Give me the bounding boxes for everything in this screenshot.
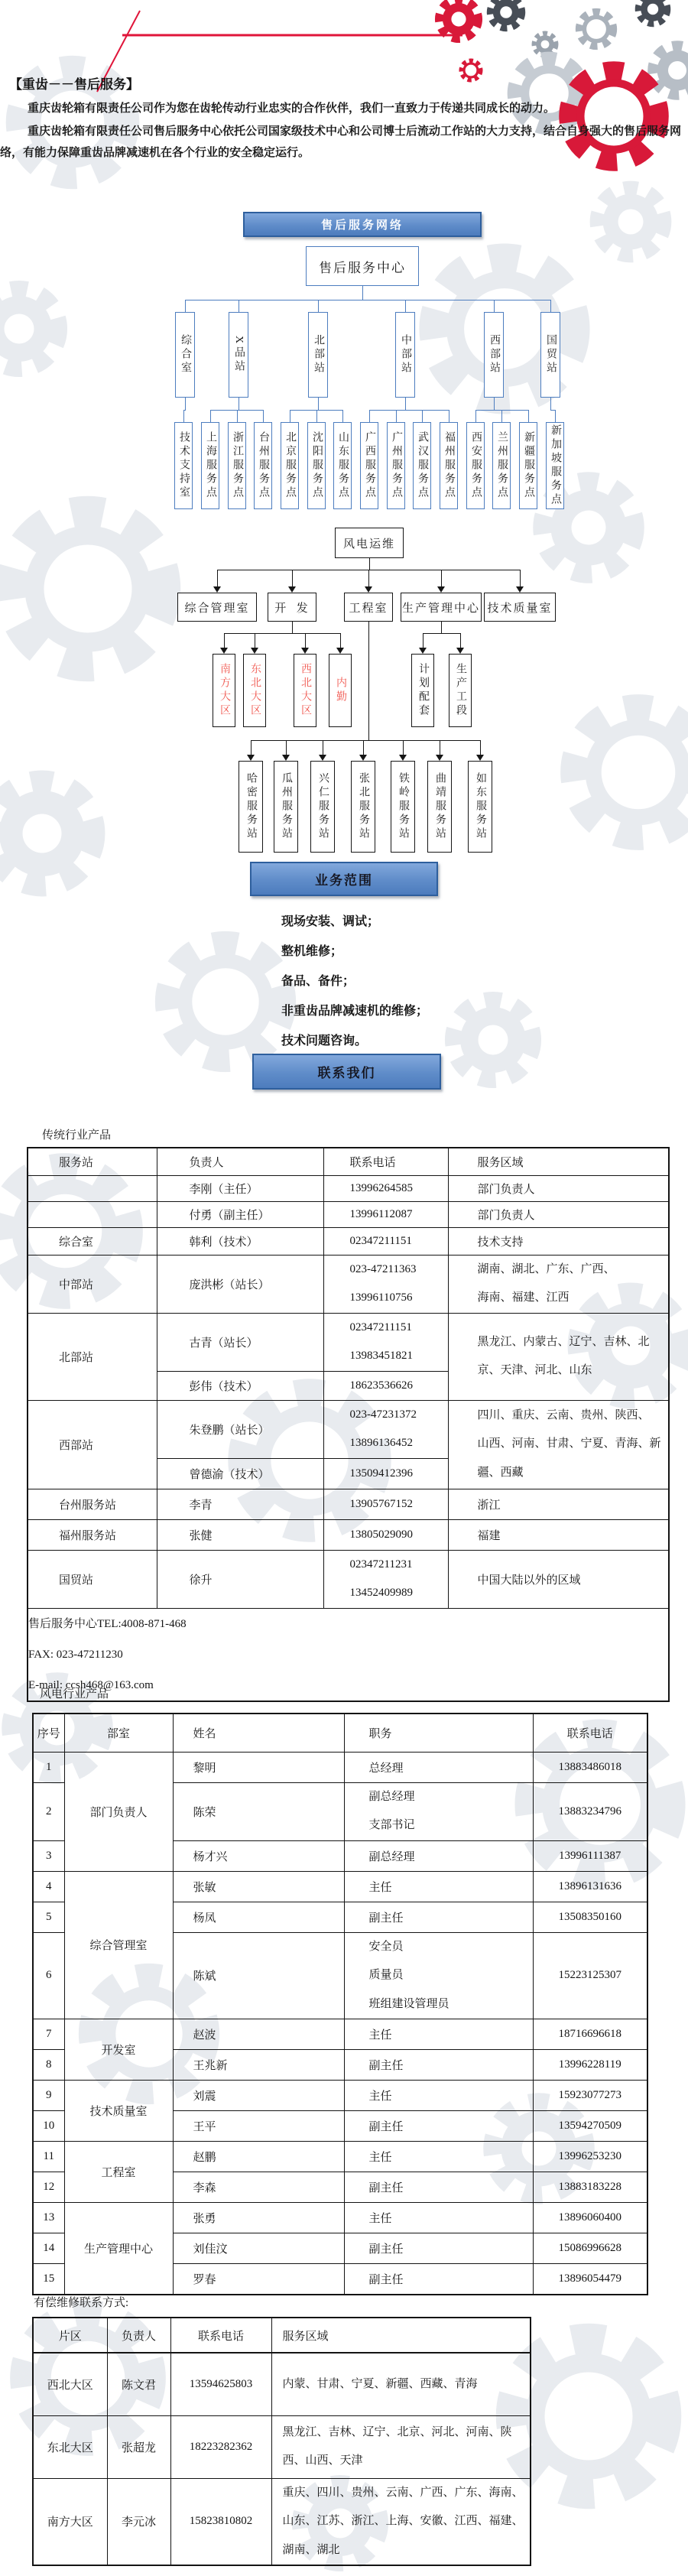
connector-line [369,558,370,570]
connector-line [368,622,369,740]
table-cell: 部门负责人 [448,1201,669,1227]
service-point-box-label: 西安服务点 [470,431,482,500]
service-station-box-label: 中部站 [400,334,411,375]
table-cell: 黎明 [173,1752,344,1782]
cell-line: 13896136452 [349,1437,413,1449]
table-cell: 杨才兴 [173,1840,344,1871]
column-header: 负责人 [107,2318,170,2353]
wind-station-box [468,761,492,853]
table-cell: 13594270509 [533,2111,647,2142]
table-cell: 杨凤 [173,1902,344,1932]
table-cell: 2 [33,1782,64,1840]
table-cell [323,1313,448,1371]
connector-line [441,570,442,587]
table-cell: 6 [33,1932,64,2019]
arrow-down-icon [365,586,372,593]
table-cell: 陈斌 [173,1932,344,2019]
service-point-box-label: 兰州服务点 [496,431,508,500]
table-cell: 主任 [344,2142,533,2172]
table-row [33,2081,647,2111]
table-cell: 13996112087 [323,1201,448,1227]
wind-department-box [268,593,316,622]
column-header: 服务站 [28,1148,157,1175]
cell-line: 四川、重庆、云南、贵州、陕西、 [477,1408,650,1421]
service-point-box-label: 福州服务点 [443,431,455,500]
table-cell: 12 [33,2172,64,2203]
table-cell: 13996253230 [533,2142,647,2172]
table-row [28,1489,669,1519]
column-header: 序号 [33,1714,64,1752]
service-point-box-label: 沈阳服务点 [311,431,323,500]
table-cell: 西部站 [28,1400,157,1489]
column-header: 服务区域 [271,2318,531,2353]
wind-department-box [344,593,393,622]
table-cell: 综合室 [28,1227,157,1255]
scope-item: 备品、备件； [281,975,355,988]
connector-line [292,570,293,587]
wind-station-box-label: 张北服务站 [358,772,369,841]
table-footer-line: FAX: 023-47211230 [28,1648,123,1661]
table-cell: 主任 [344,1871,533,1902]
table-cell: 刘佳汶 [173,2233,344,2264]
table-cell: 张勇 [173,2203,344,2233]
table-cell: 11 [33,2142,64,2172]
scope-item: 非重齿品牌减速机的维修； [281,1005,429,1018]
table-cell: 14 [33,2233,64,2264]
service-point-box-label: 台州服务点 [258,431,269,500]
service-station-box-label: 国贸站 [545,334,557,375]
table-cell: 陈荣 [173,1782,344,1840]
table-cell: 陈文君 [107,2353,170,2415]
traditional-products-heading: 传统行业产品 [42,1129,112,1142]
table-cell: 13883486018 [533,1752,647,1782]
table-cell: 福州服务站 [28,1519,157,1550]
arrow-down-icon [301,648,309,654]
service-point-box-label: 浙江服务点 [232,431,243,500]
table-cell [323,1550,448,1608]
cell-line: 023-47231372 [349,1408,417,1421]
table-cell [28,1201,157,1227]
table-cell: 技术质量室 [64,2081,173,2142]
arrow-down-icon [516,586,524,593]
service-station-box-label: 西部站 [488,334,500,375]
arrow-down-icon [476,755,484,761]
wind-department-box-label: 生产管理中心 [401,602,480,615]
table-cell: 副主任 [344,2264,533,2295]
table-row [28,1175,669,1201]
wind-station-box-label: 曲靖服务站 [434,772,446,841]
service-point-box-label: 新加坡服务点 [550,424,561,507]
table-cell: 13996264585 [323,1175,448,1201]
wind-station-box-label: 兴仁服务站 [317,772,329,841]
table-cell: 古青（站长） [157,1313,323,1371]
table-cell [448,1313,669,1400]
table-cell: 罗春 [173,2264,344,2295]
table-cell: 5 [33,1902,64,1932]
table-cell: 开发室 [64,2019,173,2081]
table-cell: 13805029090 [323,1519,448,1550]
cell-line: 副总经理 [368,1790,415,1803]
connector-line [292,622,293,633]
cell-line: 湖南、湖北 [282,2543,340,2556]
table-cell [28,1175,157,1201]
table-cell: 部门负责人 [64,1752,173,1871]
column-header: 职务 [344,1714,533,1752]
wind-products-table [32,1713,648,2295]
wind-station-box [351,761,375,853]
table-cell: 副主任 [344,2050,533,2081]
wind-production-box [411,654,434,727]
service-network-banner: 售后服务网络 [243,212,482,237]
table-cell: 13896054479 [533,2264,647,2295]
column-header: 联系电话 [323,1148,448,1175]
service-point-box-label: 技术支持室 [178,431,190,500]
wind-department-box-label: 技术质量室 [487,602,553,615]
connector-line [224,633,341,634]
column-header: 部室 [64,1714,173,1752]
column-header: 联系电话 [533,1714,647,1752]
table-row [28,1227,669,1255]
table-row [28,1400,669,1458]
cell-line: 安全员 [368,1940,404,1953]
connector-line [423,633,461,634]
service-point-box-label: 武汉服务点 [417,431,428,500]
cell-line: 山东、江苏、浙江、上海、安徽、江西、福建、 [282,2515,524,2527]
table-cell: 副主任 [344,2172,533,2203]
table-cell: 南方大区 [33,2478,107,2565]
table-cell: 3 [33,1840,64,1871]
table-cell: 副主任 [344,1902,533,1932]
wind-station-box-label: 如东服务站 [475,772,486,841]
table-cell: 副主任 [344,2233,533,2264]
table-cell: 李元冰 [107,2478,170,2565]
service-point-box-label: 广西服务点 [364,431,375,500]
table-cell: 工程室 [64,2142,173,2203]
wind-production-box-label: 生产工段 [455,663,466,718]
table-cell: 主任 [344,2019,533,2050]
arrow-down-icon [437,586,445,593]
column-header: 负责人 [157,1148,323,1175]
table-cell: 13 [33,2203,64,2233]
page-title: 【重齿－－售后服务】 [9,77,139,92]
table-cell [271,2353,531,2415]
connector-line [286,740,287,755]
cell-line: 黑龙江、吉林、辽宁、北京、河北、河南、陕 [282,2425,512,2438]
table-cell: 13883234796 [533,1782,647,1840]
table-cell: 1 [33,1752,64,1782]
table-row [28,1201,669,1227]
table-cell: 15086996628 [533,2233,647,2264]
table-cell: 朱登鹏（站长） [157,1400,323,1458]
business-scope-banner: 业务范围 [250,862,438,896]
table-cell [448,1400,669,1489]
cell-line: 质量员 [368,1969,404,1981]
table-row [33,1871,647,1902]
arrow-down-icon [336,648,344,654]
table-cell: 彭伟（技术） [157,1371,323,1400]
table-row [33,2478,531,2565]
wind-department-box-label: 综合管理室 [184,602,250,615]
connector-line [224,633,225,648]
table-cell: 综合管理室 [64,1871,173,2019]
table-cell: 7 [33,2019,64,2050]
connector-line [251,740,252,755]
service-center-root-box-label: 售后服务中心 [319,260,406,275]
table-cell: 13594625803 [170,2353,271,2415]
cell-line: 湖南、湖北、广东、广西、 [477,1262,615,1275]
table-cell: 技术支持 [448,1227,669,1255]
table-cell: 总经理 [344,1752,533,1782]
table-cell: 15223125307 [533,1932,647,2019]
service-point-box-label: 北京服务点 [284,431,296,500]
table-cell: 13905767152 [323,1489,448,1519]
connector-line [217,570,218,587]
table-cell: 庞洪彬（站长） [157,1255,323,1313]
table-row [33,2203,647,2233]
paid-repair-heading: 有偿维修联系方式: [34,2297,129,2309]
table-cell: 李青 [157,1489,323,1519]
arrow-down-icon [220,648,228,654]
connector-line [423,633,424,648]
table-cell [271,2415,531,2478]
connector-line [460,633,461,648]
intro-paragraph-2: 重庆齿轮箱有限责任公司售后服务中心依托公司国家级技术中心和公司博士后流动工作站的大力支持，结合自身强大的售后服务网络，有能力保障重齿品牌减速机在各个行业的安全稳定运行。 [0,125,682,159]
service-point-box-label: 新疆服务点 [523,431,534,500]
wind-region-box-label: 西北大区 [300,663,311,718]
column-header: 服务区域 [448,1148,669,1175]
table-cell: 15823810802 [170,2478,271,2565]
table-cell: 02347211151 [323,1227,448,1255]
intro-paragraph-1: 重庆齿轮箱有限责任公司作为您在齿轮传动行业忠实的合作伙伴，我们一直致力于传递共同成长的动力。 [28,102,556,115]
arrow-down-icon [419,648,427,654]
table-cell: 曾德渝（技术） [157,1458,323,1489]
table-cell: 王兆新 [173,2050,344,2081]
table-row [33,2415,531,2478]
table-cell [344,1932,533,2019]
scope-item: 技术问题咨询。 [281,1035,368,1048]
table-cell: 中国大陆以外的区域 [448,1550,669,1608]
table-cell: 北部站 [28,1313,157,1400]
connector-line [340,633,341,648]
cell-line: 内蒙、甘肃、宁夏、新疆、西藏、青海 [282,2377,478,2390]
column-header: 片区 [33,2318,107,2353]
wind-production-box-label: 计划配套 [417,663,429,718]
service-point-box-label: 广州服务点 [391,431,402,500]
table-cell: 西北大区 [33,2353,107,2415]
cell-line: 西、山西、天津 [282,2454,363,2467]
table-footer-line: 售后服务中心TEL:4008-871-468 [28,1617,187,1630]
table-cell: 赵鹏 [173,2142,344,2172]
arrow-down-icon [399,755,407,761]
cell-line: 黑龙江、内蒙古、辽宁、吉林、北 [477,1335,650,1348]
wind-station-box-label: 哈密服务站 [245,772,257,841]
wind-region-box-label: 内勤 [335,677,346,704]
cell-line: 13452409989 [349,1587,413,1599]
wind-region-box [329,654,352,727]
cell-line: 13996110756 [349,1291,413,1304]
table-row [33,1752,647,1782]
table-cell: 张健 [157,1519,323,1550]
arrow-down-icon [282,755,290,761]
table-footer-line: E-mail: ccsh468@163.com [28,1678,154,1691]
wind-station-box-label: 瓜州服务站 [281,772,292,841]
table-cell: 韩利（技术） [157,1227,323,1255]
table-cell: 13996228119 [533,2050,647,2081]
cell-line: 支部书记 [368,1819,415,1831]
wind-station-box [274,761,298,853]
table-cell: 徐升 [157,1550,323,1608]
table-cell: 主任 [344,2081,533,2111]
column-header: 姓名 [173,1714,344,1752]
arrow-down-icon [359,755,367,761]
table-row [28,1550,669,1608]
table-cell: 张超龙 [107,2415,170,2478]
cell-line: 023-47211363 [349,1262,417,1275]
connector-line [403,740,404,755]
scope-item: 整机维修； [281,945,343,958]
arrow-down-icon [436,755,443,761]
connector-line [363,740,364,755]
table-cell: 张敏 [173,1871,344,1902]
table-row [33,2353,531,2415]
arrow-down-icon [456,648,464,654]
table-cell: 王平 [173,2111,344,2142]
service-station-box-label: X品站 [233,335,245,375]
table-cell: 东北大区 [33,2415,107,2478]
scope-item: 现场安装、调试； [281,915,380,928]
table-cell: 赵波 [173,2019,344,2050]
table-cell: 部门负责人 [448,1175,669,1201]
arrow-down-icon [319,755,326,761]
wind-region-box-label: 东北大区 [249,663,261,718]
service-station-box-label: 北部站 [313,334,324,375]
connector-line [305,633,306,648]
cell-line: 海南、福建、江西 [477,1291,570,1304]
table-cell: 13896131636 [533,1871,647,1902]
table-cell: 国贸站 [28,1550,157,1608]
wind-station-box [310,761,335,853]
wind-region-box [213,654,235,727]
connector-line [441,622,442,633]
table-cell: 浙江 [448,1489,669,1519]
table-row [28,1519,669,1550]
paid-repair-table [32,2317,531,2566]
table-row [28,1313,669,1371]
contact-us-button[interactable]: 联系我们 [252,1054,441,1090]
table-cell [271,2478,531,2565]
cell-line: 山西、河南、甘肃、宁夏、青海、新 [477,1437,661,1450]
wind-department-box [484,593,556,622]
table-cell: 主任 [344,2203,533,2233]
connector-line [520,570,521,587]
traditional-products-table [27,1147,670,1702]
table-cell: 13508350160 [533,1902,647,1932]
table-cell: 副总经理 [344,1840,533,1871]
service-point-box-label: 山东服务点 [337,431,349,500]
wind-department-box [177,593,257,622]
table-cell: 13509412396 [323,1458,448,1489]
table-cell: 刘震 [173,2081,344,2111]
cell-line: 重庆、四川、贵州、云南、广西、广东、海南、 [282,2486,524,2499]
table-footer [28,1608,669,1701]
wind-root-box [335,528,404,558]
table-row [33,2019,647,2050]
wind-department-box-label: 开 发 [274,602,310,615]
cell-line: 02347211231 [349,1558,413,1571]
wind-department-box [401,593,482,622]
wind-region-box [294,654,316,727]
table-row [28,1255,669,1313]
wind-region-box-label: 南方大区 [219,663,230,718]
table-cell: 副主任 [344,2111,533,2142]
table-cell: 18623536626 [323,1371,448,1400]
wind-station-box [427,761,452,853]
table-cell: 13896060400 [533,2203,647,2233]
table-cell: 李森 [173,2172,344,2203]
table-cell: 生产管理中心 [64,2203,173,2295]
table-cell: 13996111387 [533,1840,647,1871]
table-cell: 8 [33,2050,64,2081]
wind-station-box [239,761,263,853]
table-cell: 15923077273 [533,2081,647,2111]
wind-root-box-label: 风电运维 [342,538,395,551]
service-point-box-label: 上海服务点 [205,431,216,500]
arrow-down-icon [213,586,221,593]
connector-line [368,570,369,587]
wind-station-box [391,761,415,853]
cell-line: 13983451821 [349,1350,413,1362]
table-cell [323,1400,448,1458]
table-cell: 台州服务站 [28,1489,157,1519]
table-cell: 15 [33,2264,64,2295]
table-cell: 18716696618 [533,2019,647,2050]
cell-line: 疆、西藏 [477,1466,524,1479]
table-cell: 李刚（主任） [157,1175,323,1201]
table-cell: 4 [33,1871,64,1902]
cell-line: 02347211151 [349,1320,412,1333]
table-cell: 13883183228 [533,2172,647,2203]
table-cell [323,1255,448,1313]
table-cell: 9 [33,2081,64,2111]
wind-department-box-label: 工程室 [349,602,388,615]
table-cell: 福建 [448,1519,669,1550]
cell-line: 京、天津、河北、山东 [477,1364,592,1376]
connector-line [480,740,481,755]
table-cell [448,1255,669,1313]
cell-line: 班组建设管理员 [368,1997,449,2010]
arrow-down-icon [288,586,296,593]
service-station-box-label: 综合室 [180,334,191,375]
table-cell: 10 [33,2111,64,2142]
wind-products-heading: 风电行业产品 [40,1688,109,1701]
table-row [33,2142,647,2172]
table-cell [344,1782,533,1840]
arrow-down-icon [251,648,258,654]
table-cell: 18223282362 [170,2415,271,2478]
arrow-down-icon [247,755,255,761]
table-cell: 付勇（副主任） [157,1201,323,1227]
wind-production-box [449,654,472,727]
table-cell: 中部站 [28,1255,157,1313]
wind-region-box [243,654,266,727]
column-header: 联系电话 [170,2318,271,2353]
wind-station-box-label: 铁岭服务站 [398,772,409,841]
